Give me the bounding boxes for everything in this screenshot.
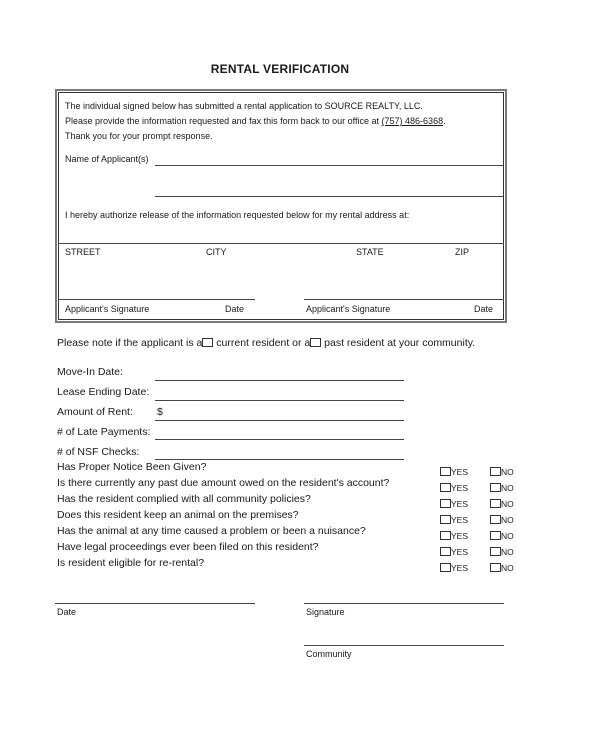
lease-ending-date-field[interactable] <box>155 400 404 401</box>
yes-checkbox[interactable] <box>440 515 451 524</box>
city-label: CITY <box>206 247 227 257</box>
applicant-date-label-left: Date <box>225 304 245 314</box>
yes-option[interactable]: YES <box>440 558 468 576</box>
question-row: Has the animal at any time caused a problem or been a nuisance? YES NO <box>57 525 547 541</box>
questions-list <box>57 461 547 573</box>
footer-signature-line[interactable] <box>304 603 504 604</box>
no-option[interactable]: NO <box>490 558 514 576</box>
address-input-area[interactable] <box>58 258 504 298</box>
no-option[interactable]: NO <box>490 526 514 544</box>
applicant-signature-line-right[interactable] <box>304 299 504 300</box>
intro-line-1: The individual signed below has submitted a rental application to SOURCE REALTY, LLC. <box>65 101 423 111</box>
footer-community-label: Community <box>306 649 352 659</box>
question-row: Is there currently any past due amount owed on the resident's account? YES NO <box>57 477 547 493</box>
move-in-date-label: Move-In Date: <box>57 366 123 378</box>
authorize-text: I hereby authorize release of the information requested below for my rental address at: <box>65 210 410 220</box>
zip-label: ZIP <box>455 247 470 257</box>
nsf-checks-field[interactable] <box>155 459 404 460</box>
yes-checkbox[interactable] <box>440 547 451 556</box>
applicant-date-label-right: Date <box>474 304 494 314</box>
question-row: Has the resident complied with all community policies? YES NO <box>57 493 547 509</box>
intro-line-2: Please provide the information requested and fax this form back to our office at (757) 486-6368. <box>65 116 446 126</box>
footer-signature-label: Signature <box>306 607 345 617</box>
no-checkbox[interactable] <box>490 499 501 508</box>
yes-checkbox[interactable] <box>440 483 451 492</box>
no-checkbox[interactable] <box>490 531 501 540</box>
amount-of-rent-label: Amount of Rent: <box>57 406 133 418</box>
question-row: Does this resident keep an animal on the premises? YES NO <box>57 509 547 525</box>
lease-ending-date-label: Lease Ending Date: <box>57 386 150 398</box>
no-option[interactable]: NO <box>490 494 514 512</box>
address-divider <box>58 243 504 244</box>
footer-date-line[interactable] <box>55 603 255 604</box>
no-option[interactable]: NO <box>490 478 514 496</box>
no-checkbox[interactable] <box>490 467 501 476</box>
street-label: STREET <box>65 247 101 257</box>
current-resident-checkbox[interactable] <box>202 338 213 347</box>
no-checkbox[interactable] <box>490 547 501 556</box>
nsf-checks-label: # of NSF Checks: <box>57 446 140 458</box>
yes-checkbox[interactable] <box>440 531 451 540</box>
yes-option[interactable]: YES <box>440 542 468 560</box>
yes-checkbox[interactable] <box>440 563 451 572</box>
applicant-signature-label-right: Applicant's Signature <box>306 304 391 314</box>
late-payments-field[interactable] <box>155 439 404 440</box>
move-in-date-field[interactable] <box>155 380 404 381</box>
footer-community-line[interactable] <box>304 645 504 646</box>
name-of-applicant-line-1[interactable] <box>155 165 503 166</box>
name-of-applicant-line-2[interactable] <box>155 196 503 197</box>
no-option[interactable]: NO <box>490 510 514 528</box>
resident-note: Please note if the applicant is a current resident or a past resident at your community. <box>57 337 476 349</box>
no-option[interactable]: NO <box>490 542 514 560</box>
yes-option[interactable]: YES <box>440 462 468 480</box>
fax-number: (757) 486-6368 <box>381 116 444 126</box>
question-row: Has Proper Notice Been Given? YES NO <box>57 461 547 477</box>
page-title: RENTAL VERIFICATION <box>210 62 350 76</box>
intro-line-3: Thank you for your prompt response. <box>65 131 213 141</box>
applicant-signature-line-left[interactable] <box>58 299 255 300</box>
yes-option[interactable]: YES <box>440 526 468 544</box>
no-checkbox[interactable] <box>490 563 501 572</box>
past-resident-checkbox[interactable] <box>310 338 321 347</box>
yes-option[interactable]: YES <box>440 494 468 512</box>
no-option[interactable]: NO <box>490 462 514 480</box>
amount-of-rent-value: $ <box>157 406 163 418</box>
no-checkbox[interactable] <box>490 483 501 492</box>
question-row: Have legal proceedings ever been filed on this resident? YES NO <box>57 541 547 557</box>
yes-checkbox[interactable] <box>440 499 451 508</box>
yes-option[interactable]: YES <box>440 478 468 496</box>
yes-checkbox[interactable] <box>440 467 451 476</box>
question-row: Is resident eligible for re-rental? YES NO <box>57 557 547 573</box>
late-payments-label: # of Late Payments: <box>57 426 151 438</box>
state-label: STATE <box>356 247 384 257</box>
amount-of-rent-field[interactable] <box>155 420 404 421</box>
applicant-signature-label-left: Applicant's Signature <box>65 304 150 314</box>
name-of-applicant-label: Name of Applicant(s) <box>65 154 149 164</box>
footer-date-label: Date <box>57 607 77 617</box>
yes-option[interactable]: YES <box>440 510 468 528</box>
no-checkbox[interactable] <box>490 515 501 524</box>
